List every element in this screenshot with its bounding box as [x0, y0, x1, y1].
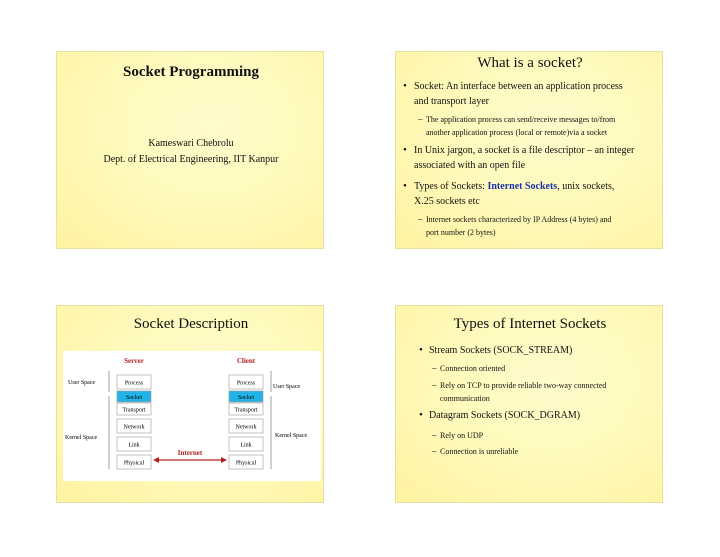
client-physical-label: Physical — [235, 460, 257, 467]
client-socket-label: Socket — [237, 395, 255, 401]
bullet-marker: • — [419, 344, 423, 356]
sub-bullet-text: Rely on TCP to provide reliable two-way connected — [440, 381, 607, 390]
sub-bullet-text: Rely on UDP — [440, 431, 484, 440]
user-space-label-left: User Space — [68, 380, 96, 386]
user-space-label-right: User Space — [273, 384, 301, 390]
sub-bullet-marker: – — [432, 430, 437, 440]
sub-bullet-marker: – — [418, 214, 423, 224]
client-network-label: Network — [235, 424, 257, 431]
server-stack — [117, 375, 151, 469]
bullet-text — [414, 181, 614, 192]
sub-bullet-marker: – — [432, 380, 437, 390]
internet-label: Internet — [177, 449, 203, 457]
slide-heading: Types of Internet Sockets — [453, 316, 607, 332]
bullet-text: associated with an open file — [414, 160, 526, 171]
server-link-label: Link — [128, 442, 140, 449]
bullet-text: In Unix jargon, a socket is a file descriptor – an integer — [414, 145, 635, 156]
slide-title — [56, 51, 324, 249]
sub-bullet-text: Connection is unreliable — [440, 447, 519, 456]
bullet-text: Datagram Sockets (SOCK_DGRAM) — [429, 410, 581, 421]
author-affiliation: Dept. of Electrical Engineering, IIT Kanpur — [103, 154, 279, 165]
slide-socket-description — [56, 305, 324, 503]
client-label: Client — [236, 357, 256, 365]
bullet-marker: • — [403, 144, 407, 156]
bullet-marker: • — [403, 80, 407, 92]
bullet-text: X.25 sockets etc — [414, 196, 480, 207]
bullet-text: Stream Sockets (SOCK_STREAM) — [429, 345, 573, 356]
server-physical-label: Physical — [123, 460, 145, 467]
slide-title-heading: Socket Programming — [123, 64, 259, 80]
slide-what-is-socket — [395, 51, 663, 249]
bullet-text: Socket: An interface between an application process — [414, 81, 623, 92]
bullet-text-prefix: Types of Sockets: — [414, 181, 488, 192]
sub-bullet-marker: – — [418, 114, 423, 124]
server-transport-label: Transport — [122, 407, 146, 414]
kernel-space-label-left: Kernel Space — [65, 435, 98, 441]
sub-bullet-text: Connection oriented — [440, 364, 506, 373]
server-process-label: Process — [124, 380, 144, 387]
client-link-label: Link — [240, 442, 252, 449]
sub-bullet-text: port number (2 bytes) — [426, 228, 496, 237]
bullet-marker: • — [403, 180, 407, 192]
sub-bullet-marker: – — [432, 446, 437, 456]
slide-heading: What is a socket? — [477, 55, 583, 71]
bullet-text-suffix: , unix sockets, — [557, 181, 615, 192]
slide-heading: Socket Description — [133, 316, 249, 332]
server-network-label: Network — [123, 424, 145, 431]
sub-bullet-marker: – — [432, 363, 437, 373]
client-stack — [229, 375, 263, 469]
sub-bullet-text: Internet sockets characterized by IP Address (4 bytes) and — [426, 215, 612, 224]
sub-bullet-text: The application process can send/receive messages to/from — [426, 115, 616, 124]
server-label: Server — [124, 357, 144, 365]
client-process-label: Process — [236, 380, 256, 387]
bullet-marker: • — [419, 409, 423, 421]
kernel-space-label-right: Kernel Space — [275, 433, 308, 439]
server-socket-label: Socket — [125, 395, 143, 401]
author-name: Kameswari Chebrolu — [148, 138, 234, 149]
sub-bullet-text: communication — [440, 394, 490, 403]
diagram-background — [63, 351, 321, 481]
internet-sockets-emphasis: Internet Sockets — [487, 181, 558, 192]
bullet-text: and transport layer — [414, 96, 489, 107]
slide-types-of-internet-sockets — [395, 305, 663, 503]
socket-layer-diagram — [63, 351, 321, 481]
client-transport-label: Transport — [234, 407, 258, 414]
sub-bullet-text: another application process (local or remote)via a socket — [426, 128, 608, 137]
